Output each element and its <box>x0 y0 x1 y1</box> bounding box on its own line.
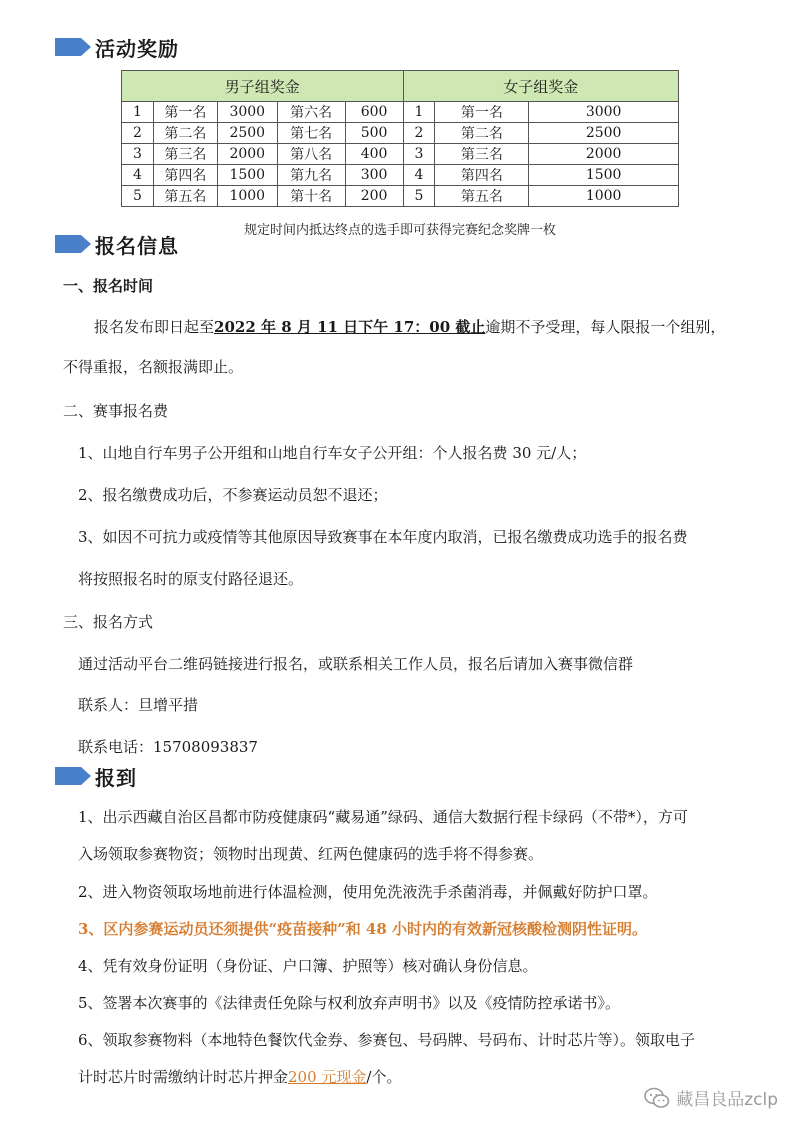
table-header-row <box>122 71 679 102</box>
fee-item-2: 2、报名缴费成功后，不参赛运动员恕不退还； <box>78 486 388 504</box>
table-cell: 第三名 <box>153 144 217 165</box>
table-cell: 第十名 <box>277 186 345 207</box>
time-heading: 一、报名时间 <box>63 277 154 295</box>
arrow-icon <box>55 767 91 785</box>
arrow-icon <box>55 38 91 56</box>
contact-person: 联系人：旦增平措 <box>78 696 199 714</box>
table-cell: 第二名 <box>435 123 529 144</box>
table-cell: 2000 <box>217 144 277 165</box>
table-cell: 3000 <box>217 102 277 123</box>
table-cell: 1 <box>122 102 154 123</box>
table-row <box>122 102 679 123</box>
section-title: 报名信息 <box>95 233 179 258</box>
deposit-amount: 200 元现金 <box>288 1068 367 1086</box>
checkin-item-1-cont: 入场领取参赛物资；领物时出现黄、红两色健康码的选手将不得参赛。 <box>78 845 544 863</box>
table-cell: 第六名 <box>277 102 345 123</box>
checkin-item-2: 2、进入物资领取场地前进行体温检测，使用免洗液洗手杀菌消毒，并佩戴好防护口罩。 <box>78 883 658 901</box>
prize-table <box>121 70 679 207</box>
table-row <box>122 186 679 207</box>
table-cell: 1000 <box>529 186 679 207</box>
watermark <box>644 1085 778 1110</box>
watermark-text: 藏昌良品zclp <box>676 1090 778 1110</box>
table-row <box>122 123 679 144</box>
table-cell: 第三名 <box>435 144 529 165</box>
table-cell: 4 <box>403 165 435 186</box>
section-checkin-header <box>55 762 137 790</box>
fee-item-3-cont: 将按照报名时的原支付路径退还。 <box>78 570 304 588</box>
women-header: 女子组奖金 <box>403 71 678 102</box>
checkin-item-1: 1、出示西藏自治区昌都市防疫健康码“藏易通”绿码、通信大数据行程卡绿码（不带*），方可 <box>78 808 688 826</box>
method-heading: 三、报名方式 <box>63 613 154 631</box>
deposit-suffix: /个。 <box>366 1068 402 1086</box>
section-awards-header <box>55 33 179 61</box>
table-cell: 400 <box>345 144 403 165</box>
table-cell: 2500 <box>529 123 679 144</box>
checkin-item-4: 4、凭有效身份证明（身份证、户口簿、护照等）核对确认身份信息。 <box>78 957 538 975</box>
table-cell: 5 <box>122 186 154 207</box>
wechat-icon <box>644 1087 670 1109</box>
table-cell: 1500 <box>529 165 679 186</box>
table-cell: 3 <box>403 144 435 165</box>
table-cell: 第八名 <box>277 144 345 165</box>
table-cell: 200 <box>345 186 403 207</box>
table-cell: 3000 <box>529 102 679 123</box>
table-cell: 1000 <box>217 186 277 207</box>
section-registration-header <box>55 230 179 258</box>
section-title: 报到 <box>95 765 137 790</box>
table-cell: 2000 <box>529 144 679 165</box>
table-cell: 300 <box>345 165 403 186</box>
section-title: 活动奖励 <box>95 36 179 61</box>
checkin-item-6: 6、领取参赛物料（本地特色餐饮代金券、参赛包、号码牌、号码布、计时芯片等）。领取电子 <box>78 1031 696 1049</box>
time-paragraph <box>94 316 725 337</box>
table-cell: 600 <box>345 102 403 123</box>
time-prefix: 报名发布即日起至 <box>94 318 215 336</box>
table-cell: 1500 <box>217 165 277 186</box>
time-paragraph-line2: 不得重报，名额报满即止。 <box>63 358 244 376</box>
men-header: 男子组奖金 <box>122 71 404 102</box>
table-cell: 第二名 <box>153 123 217 144</box>
deposit-prefix: 计时芯片时需缴纳计时芯片押金 <box>78 1068 289 1086</box>
contact-phone: 联系电话：15708093837 <box>78 738 258 756</box>
table-cell: 第四名 <box>153 165 217 186</box>
table-cell: 第七名 <box>277 123 345 144</box>
checkin-item-3: 3、区内参赛运动员还须提供“疫苗接种”和 48 小时内的有效新冠核酸检测阴性证明。 <box>78 920 648 938</box>
table-cell: 4 <box>122 165 154 186</box>
table-row <box>122 165 679 186</box>
table-cell: 2 <box>403 123 435 144</box>
checkin-item-6-cont <box>78 1066 401 1087</box>
time-suffix: 逾期不予受理，每人限报一个组别， <box>485 318 726 336</box>
table-cell: 5 <box>403 186 435 207</box>
checkin-item-5: 5、签署本次赛事的《法律责任免除与权利放弃声明书》以及《疫情防控承诺书》。 <box>78 994 621 1012</box>
table-cell: 2 <box>122 123 154 144</box>
table-cell: 第一名 <box>435 102 529 123</box>
table-cell: 第九名 <box>277 165 345 186</box>
table-cell: 500 <box>345 123 403 144</box>
table-cell: 第五名 <box>435 186 529 207</box>
fee-item-1: 1、山地自行车男子公开组和山地自行车女子公开组：个人报名费 30 元/人； <box>78 444 587 462</box>
table-cell: 3 <box>122 144 154 165</box>
table-cell: 第一名 <box>153 102 217 123</box>
table-cell: 2500 <box>217 123 277 144</box>
table-cell: 第五名 <box>153 186 217 207</box>
time-deadline: 2022 年 8 月 11 日下午 17：00 截止 <box>214 318 486 336</box>
fee-heading: 二、赛事报名费 <box>63 402 169 420</box>
table-cell: 1 <box>403 102 435 123</box>
arrow-icon <box>55 235 91 253</box>
table-row <box>122 144 679 165</box>
fee-item-3: 3、如因不可抗力或疫情等其他原因导致赛事在本年度内取消，已报名缴费成功选手的报名费 <box>78 528 688 546</box>
table-cell: 第四名 <box>435 165 529 186</box>
method-text: 通过活动平台二维码链接进行报名，或联系相关工作人员，报名后请加入赛事微信群 <box>78 655 634 673</box>
table-caption: 规定时间内抵达终点的选手即可获得完赛纪念奖牌一枚 <box>243 223 556 238</box>
